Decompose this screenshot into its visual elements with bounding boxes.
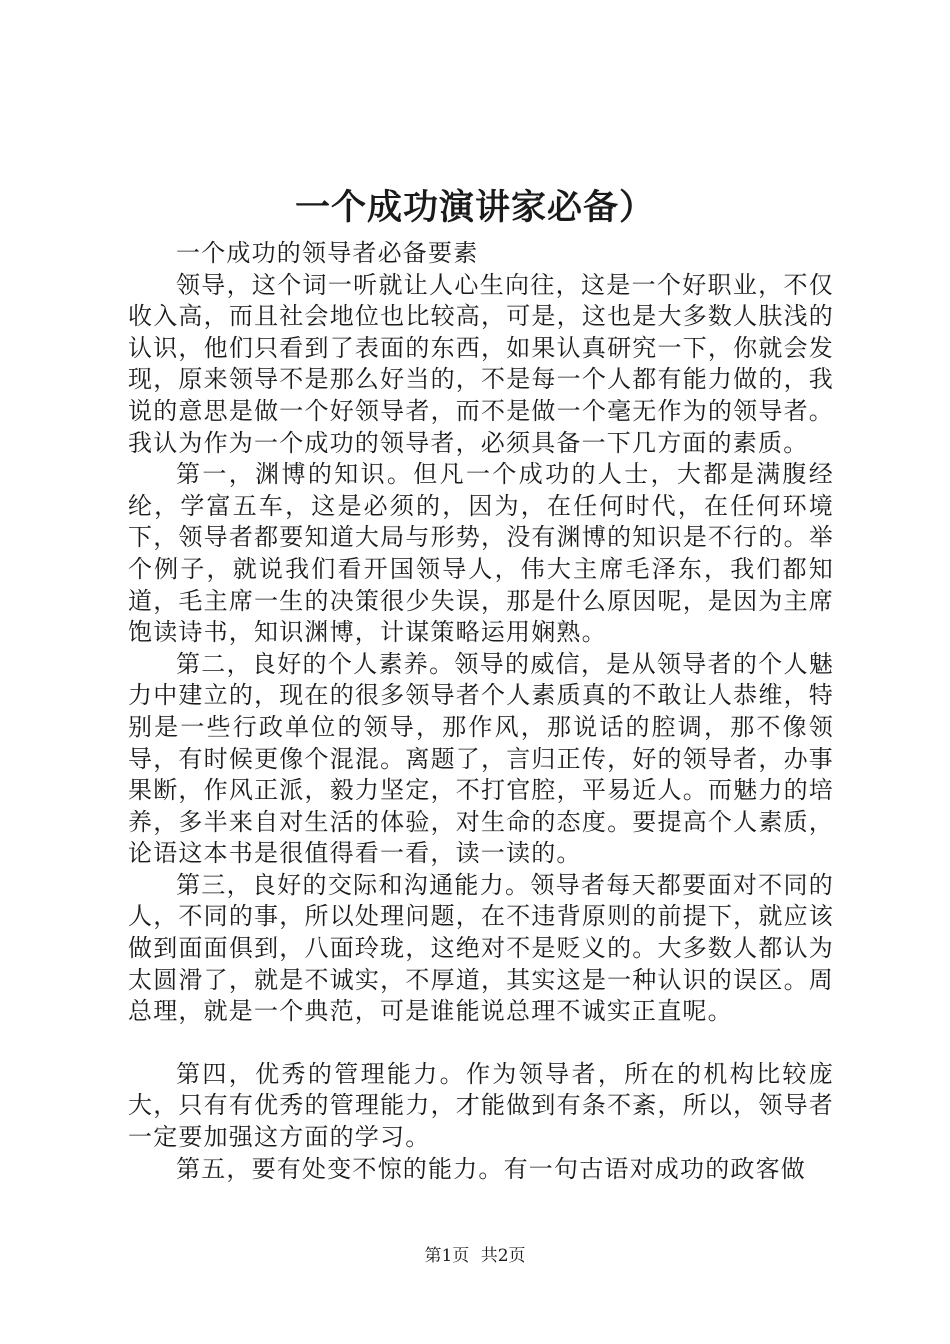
document-title: 一个成功演讲家必备）: [294, 187, 655, 228]
body-paragraph: 第一，渊博的知识。但凡一个成功的人士，大都是满腹经纶，学富五车，这是必须的，因为，在任何时代，在任何环境下，领导者都要知道大局与形势，没有渊博的知识是不行的。举个例子，就说我们看开国领导人，伟大主席毛泽东，我们都知道，毛主席一生的决策很少失误，那是什么原因呢，是因为主席饱读诗书，知识渊博，计谋策略运用娴熟。: [128, 460, 834, 647]
document-body: [128, 238, 834, 1185]
subtitle-paragraph: 一个成功的领导者必备要素: [176, 239, 479, 267]
body-paragraph: 第三，良好的交际和沟通能力。领导者每天都要面对不同的人，不同的事，所以处理问题，在不违背原则的前提下，就应该做到面面俱到，八面玲珑，这绝对不是贬义的。大多数人都认为太圆滑了，就是不诚实，不厚道，其实这是一种认识的误区。周总理，就是一个典范，可是谁能说总理不诚实正直呢。: [128, 870, 834, 1026]
page-total: 共2页: [480, 1246, 526, 1266]
body-paragraph: 领导，这个词一听就让人心生向往，这是一个好职业，不仅收入高，而且社会地位也比较高，可是，这也是大多数人肤浅的认识，他们只看到了表面的东西，如果认真研究一下，你就会发现，原来领导不是那么好当的，不是每一个人都有能力做的，我说的意思是做一个好领导者，而不是做一个毫无作为的领导者。我认为作为一个成功的领导者，必须具备一下几方面的素质。: [128, 270, 834, 457]
page-footer: [0, 1245, 950, 1267]
body-paragraph: 第二，良好的个人素养。领导的威信，是从领导者的个人魅力中建立的，现在的很多领导者个人素质真的不敢让人恭维，特别是一些行政单位的领导，那作风，那说话的腔调，那不像领导，有时候更像个混混。离题了，言归正传，好的领导者，办事果断，作风正派，毅力坚定，不打官腔，平易近人。而魅力的培养，多半来自对生活的体验，对生命的态度。要提高个人素质，论语这本书是很值得看一看，读一读的。: [128, 649, 834, 868]
page-number: 第1页: [424, 1246, 470, 1266]
body-paragraph: 第五，要有处变不惊的能力。有一句古语对成功的政客做: [176, 1154, 806, 1183]
body-paragraph: 第四，优秀的管理能力。作为领导者，所在的机构比较庞大，只有有优秀的管理能力，才能做到有条不紊，所以，领导者一定要加强这方面的学习。: [128, 1059, 834, 1152]
